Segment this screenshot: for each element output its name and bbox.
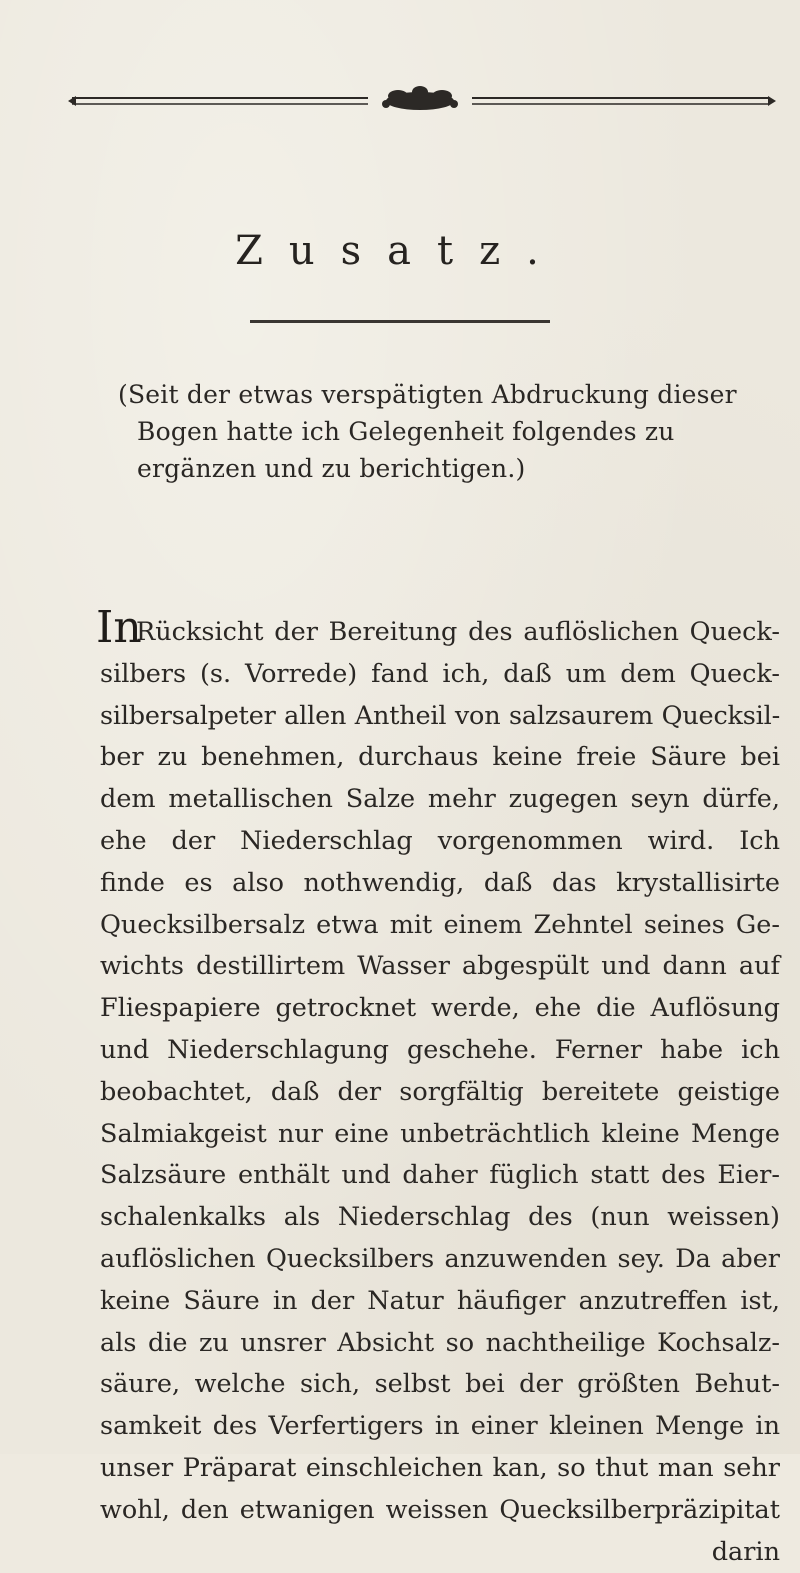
drop-cap: In	[96, 602, 142, 653]
text-line: ehe der Niederschlag vorgenommen wird. Ich	[100, 825, 780, 856]
text-line: Salmiakgeist nur eine unbeträchtlich kleine Menge	[100, 1118, 780, 1149]
text-line: Quecksilbersalz etwa mit einem Zehntel seines Ge-	[100, 909, 780, 940]
text-line: wohl, den etwanigen weissen Quecksilberpräzipitat	[100, 1494, 780, 1525]
text-line: säure, welche sich, selbst bei der größten Behut-	[100, 1369, 780, 1400]
text-line: finde es also nothwendig, daß das krystallisirte	[100, 867, 780, 898]
intro-note	[118, 376, 778, 487]
text-line: Fliespapiere getrocknet werde, ehe die Auflösung	[100, 993, 780, 1024]
section-title: Zusatz.	[235, 228, 565, 274]
intro-line: (Seit der etwas verspätigten Abdruckung dieser	[118, 380, 737, 409]
body-paragraph	[100, 612, 780, 1573]
text-line: Rücksicht der Bereitung des auflöslichen Queck-	[136, 617, 780, 647]
ornamental-rule	[68, 84, 776, 124]
text-line: auflöslichen Quecksilbers anzuwenden sey. Da aber	[100, 1243, 780, 1274]
text-line: silbersalpeter allen Antheil von salzsaurem Quecksil-	[100, 700, 780, 731]
text-line: darin	[711, 1536, 780, 1567]
text-line: schalenkalks als Niederschlag des (nun weissen)	[100, 1202, 780, 1233]
text-line: und Niederschlagung geschehe. Ferner habe ich	[100, 1034, 780, 1065]
text-line: beobachtet, daß der sorgfältig bereitete geistige	[100, 1076, 780, 1107]
text-line: unser Präparat einschleichen kan, so thut man sehr	[100, 1452, 780, 1483]
text-line: als die zu unsrer Absicht so nachtheilige Kochsalz-	[100, 1327, 780, 1358]
text-line: silbers (s. Vorrede) fand ich, daß um dem Queck-	[100, 658, 780, 689]
text-line: wichts destillirtem Wasser abgespült und dann auf	[100, 951, 780, 982]
title-underline	[250, 320, 550, 323]
text-line: dem metallischen Salze mehr zugegen seyn dürfe,	[100, 784, 780, 815]
intro-line: ergänzen und zu berichtigen.)	[137, 454, 526, 483]
text-line: ber zu benehmen, durchaus keine freie Säure bei	[100, 742, 780, 773]
text-line: samkeit des Verfertigers in einer kleinen Menge in	[100, 1411, 780, 1442]
intro-line: Bogen hatte ich Gelegenheit folgendes zu	[137, 417, 675, 446]
text-line: Salzsäure enthält und daher füglich statt des Eier-	[100, 1160, 780, 1191]
text-line: keine Säure in der Natur häufiger anzutreffen ist,	[100, 1285, 780, 1316]
